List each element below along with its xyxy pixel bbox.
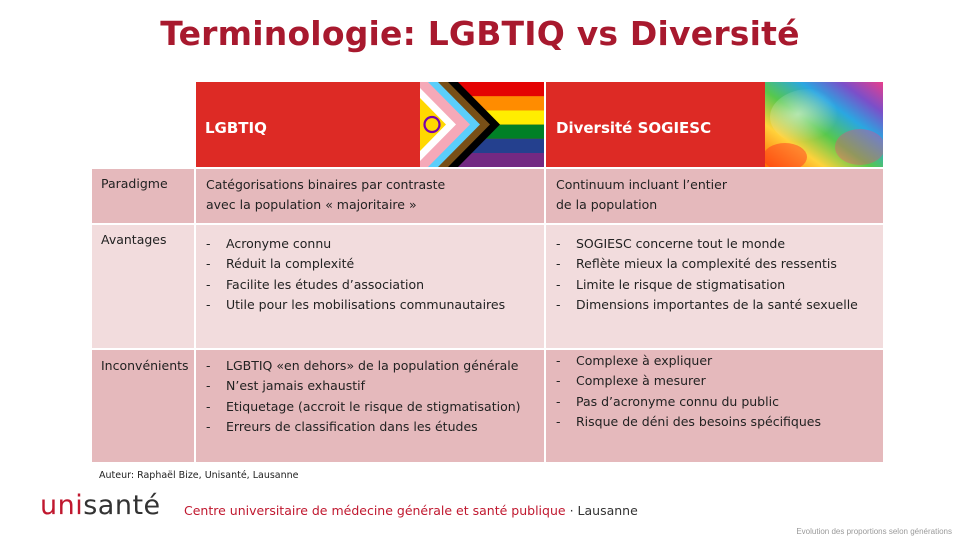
list-item: - Etiquetage (accroit le risque de stigmatisation) (206, 397, 544, 417)
header-lgbtiq-label: LGBTIQ (205, 119, 267, 137)
paradigme-diversite-cell (546, 169, 883, 223)
progress-pride-flag-icon (420, 82, 544, 167)
author-credit: Auteur: Raphaël Bize, Unisanté, Lausanne (99, 470, 299, 481)
institution-name: Centre universitaire de médecine générale et santé publique · Lausanne (184, 503, 638, 518)
list-item: - Limite le risque de stigmatisation (556, 275, 883, 295)
list-item: - Complexe à mesurer (556, 371, 883, 391)
avantages-diversite-cell (546, 225, 883, 348)
header-lgbtiq (196, 82, 544, 167)
list-item: - Réduit la complexité (206, 254, 544, 274)
list-item: - SOGIESC concerne tout le monde (556, 234, 883, 254)
list-item: - LGBTIQ «en dehors» de la population générale (206, 356, 544, 376)
list-item: - Reflète mieux la complexité des ressentis (556, 254, 883, 274)
list-item: - N’est jamais exhaustif (206, 376, 544, 396)
list-item: - Pas d’acronyme connu du public (556, 392, 883, 412)
row-label-avantages: Avantages (92, 225, 194, 348)
paradigme-lgbtiq-line: avec la population « majoritaire » (206, 197, 417, 212)
unisante-logo: unisanté (40, 490, 161, 521)
list-item: - Erreurs de classification dans les études (206, 417, 544, 437)
list-item: - Complexe à expliquer (556, 351, 883, 371)
header-diversite (546, 82, 883, 167)
row-label-inconvenients: Inconvénients (92, 350, 194, 462)
paradigme-diversite-line: Continuum incluant l’entier (556, 177, 727, 192)
list-item: - Acronyme connu (206, 234, 544, 254)
inconvenients-diversite-cell (546, 350, 883, 462)
list-item: - Risque de déni des besoins spécifiques (556, 412, 883, 432)
paradigme-diversite-line: de la population (556, 197, 658, 212)
rainbow-gradient-image (765, 82, 883, 167)
avantages-lgbtiq-cell (196, 225, 544, 348)
inconvenients-lgbtiq-cell (196, 350, 544, 462)
row-label-paradigme: Paradigme (92, 169, 194, 223)
header-diversite-label: Diversité SOGIESC (556, 119, 712, 137)
slide-title: Terminologie: LGBTIQ vs Diversité (160, 14, 800, 53)
slide-footnote: Evolution des proportions selon générations (796, 527, 952, 536)
list-item: - Facilite les études d’association (206, 275, 544, 295)
list-item: - Dimensions importantes de la santé sexuelle (556, 295, 883, 315)
paradigme-lgbtiq-line: Catégorisations binaires par contraste (206, 177, 446, 192)
list-item: - Utile pour les mobilisations communautaires (206, 295, 544, 315)
paradigme-lgbtiq-cell (196, 169, 544, 223)
